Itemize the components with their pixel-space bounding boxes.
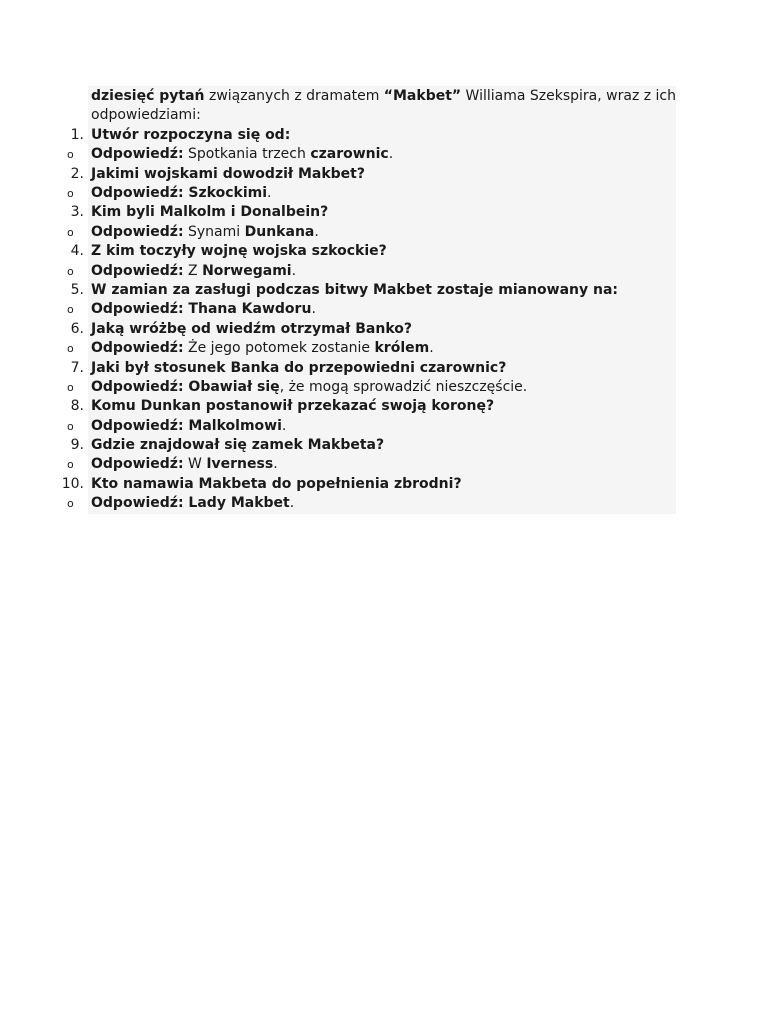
- answer-text: , że mogą sprowadzić nieszczęście.: [279, 378, 528, 395]
- question-text: Jaką wróżbę od wiedźm otrzymał Banko?: [91, 320, 413, 337]
- question-text: Gdzie znajdował się zamek Makbeta?: [91, 437, 385, 454]
- question-row: [70, 359, 676, 378]
- question-row: [70, 165, 676, 184]
- answer-text: .: [429, 340, 434, 357]
- answer-row: [67, 223, 676, 242]
- question-text: Jakimi wojskami dowodził Makbet?: [91, 165, 365, 182]
- hollow-bullet-icon: o: [67, 458, 74, 472]
- answer-text: .: [388, 146, 394, 163]
- answer-text: Spotkania trzech: [183, 146, 311, 163]
- question-row: [61, 475, 676, 494]
- answer-text-bold: Odpowiedź: Thana Kawdoru: [91, 301, 312, 318]
- answer-text-bold: Odpowiedź: Malkolmowi: [91, 417, 282, 434]
- answer-row: [67, 262, 676, 281]
- hollow-bullet-icon: o: [67, 186, 74, 200]
- question-text: Utwór rozpoczyna się od:: [91, 126, 291, 143]
- answer-text-bold: Odpowiedź: Szkockimi: [91, 184, 268, 201]
- hollow-bullet-icon: o: [67, 303, 74, 317]
- question-text: Z kim toczyły wojnę wojska szkockie?: [91, 243, 387, 260]
- answer-text: Że jego potomek zostanie: [183, 340, 375, 357]
- content-block: [61, 86, 677, 514]
- answer-row: [67, 184, 676, 203]
- question-number: 8.: [70, 398, 84, 415]
- answer-text-bold: Odpowiedź:: [91, 340, 184, 357]
- hollow-bullet-icon: o: [67, 148, 74, 162]
- hollow-bullet-icon: o: [67, 380, 74, 394]
- answer-text-bold: Dunkana: [244, 223, 315, 240]
- answer-text: .: [314, 223, 319, 240]
- intro-text-end: Williama Szekspira, wraz z ich odpowiedziami:: [91, 88, 677, 124]
- question-row: [70, 203, 676, 222]
- answer-text: Synami: [183, 223, 245, 240]
- intro-paragraph: [91, 87, 676, 126]
- intro-text-mid: związanych z dramatem: [204, 88, 384, 104]
- question-row: [70, 397, 676, 416]
- question-row: [70, 320, 676, 339]
- answer-text: .: [291, 262, 297, 279]
- question-text: Komu Dunkan postanowił przekazać swoją koronę?: [91, 398, 495, 415]
- hollow-bullet-icon: o: [67, 264, 74, 278]
- question-number: 5.: [70, 281, 84, 298]
- hollow-bullet-icon: o: [67, 419, 74, 433]
- answer-text: .: [289, 495, 295, 512]
- hollow-bullet-icon: o: [67, 342, 74, 356]
- question-number: 2.: [70, 165, 84, 182]
- answer-text: .: [273, 456, 278, 473]
- answer-text-bold: królem: [374, 340, 430, 357]
- question-number: 7.: [70, 359, 84, 376]
- question-text: Kto namawia Makbeta do popełnienia zbrodni?: [91, 475, 462, 492]
- answer-text-bold: Odpowiedź:: [91, 262, 184, 279]
- question-row: [70, 242, 676, 261]
- question-number: 9.: [70, 437, 84, 454]
- question-number: 6.: [70, 320, 84, 337]
- answer-text: .: [311, 301, 316, 318]
- answer-row: [67, 417, 676, 436]
- answer-text: W: [183, 456, 207, 473]
- hollow-bullet-icon: o: [67, 497, 74, 511]
- answer-row: [67, 378, 676, 397]
- question-row: [70, 281, 676, 300]
- hollow-bullet-icon: o: [67, 225, 74, 239]
- answer-text-bold: Norwegami: [202, 262, 292, 279]
- question-number: 10.: [61, 475, 84, 492]
- answer-text-bold: Odpowiedź:: [91, 146, 184, 163]
- question-answer-list: [61, 126, 676, 514]
- question-row: [70, 436, 676, 455]
- question-text: W zamian za zasługi podczas bitwy Makbet zostaje mianowany na:: [91, 281, 619, 298]
- answer-text-bold: Odpowiedź:: [91, 223, 184, 240]
- answer-row: [67, 339, 676, 358]
- answer-text-bold: Iverness: [206, 456, 274, 473]
- answer-text: Z: [183, 262, 203, 279]
- question-number: 3.: [70, 204, 84, 221]
- intro-quoted-title: “Makbet”: [383, 88, 462, 104]
- answer-row: [67, 455, 676, 474]
- answer-row: [67, 145, 676, 164]
- answer-text: .: [267, 184, 272, 201]
- intro-bold-start: dziesięć pytań: [91, 88, 205, 104]
- answer-row: [67, 494, 676, 513]
- question-text: Kim byli Malkolm i Donalbein?: [91, 204, 329, 221]
- answer-text-bold: czarownic: [310, 146, 389, 163]
- question-number: 4.: [70, 243, 84, 260]
- answer-text-bold: Odpowiedź: Lady Makbet: [91, 495, 290, 512]
- answer-text-bold: Odpowiedź:: [91, 456, 184, 473]
- question-row: [70, 126, 676, 145]
- answer-row: [67, 300, 676, 319]
- answer-text-bold: Odpowiedź: Obawiał się: [91, 378, 280, 395]
- question-text: Jaki był stosunek Banka do przepowiedni czarownic?: [91, 359, 507, 376]
- answer-text: .: [281, 417, 287, 434]
- question-number: 1.: [70, 126, 84, 143]
